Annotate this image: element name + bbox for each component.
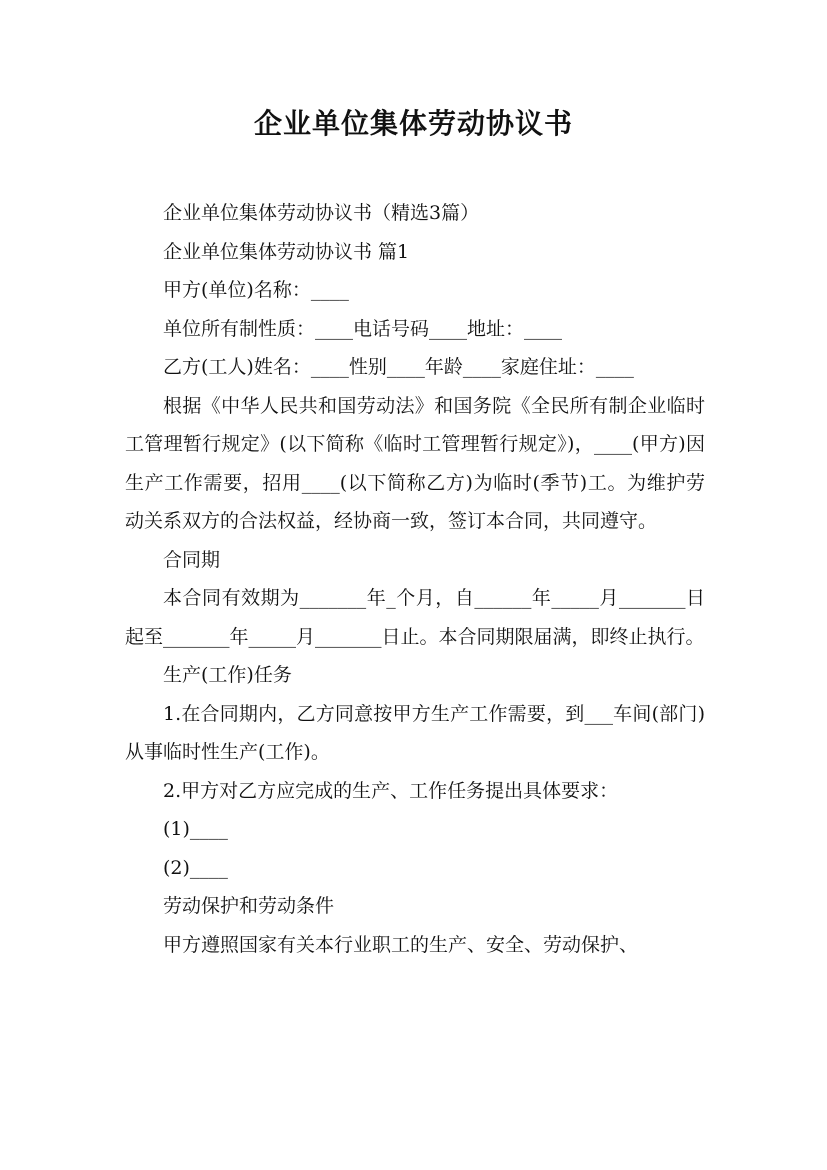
paragraph-protection: 甲方遵照国家有关本行业职工的生产、安全、劳动保护、 (163, 933, 639, 956)
paragraph-party-b-info: 乙方(工人)姓名：____性别____年龄____家庭住址：____ (163, 356, 634, 378)
document-title: 企业单位集体劳动协议书 (253, 107, 573, 140)
document-body (125, 194, 705, 964)
paragraph-task-1: 1.在合同期内，乙方同意按甲方生产工作需要，到___车间(部门)从事临时性生产(工作)。 (125, 702, 705, 763)
paragraph-heading-term: 合同期 (163, 548, 221, 571)
paragraph-section-heading: 企业单位集体劳动协议书 篇1 (163, 240, 410, 263)
paragraph-term: 本合同有效期为_______年_个月，自______年_____月_______日起至_______年_____月_______日止。本合同期限届满，即终止执行。 (125, 587, 705, 648)
paragraph-party-a-info: 单位所有制性质：____电话号码____地址：____ (163, 317, 563, 340)
paragraph-item-2: (2)____ (163, 856, 228, 879)
paragraph-subtitle: 企业单位集体劳动协议书（精选3篇） (163, 202, 480, 224)
paragraph-party-a-name: 甲方(单位)名称：____ (163, 279, 349, 301)
paragraph-heading-protection: 劳动保护和劳动条件 (163, 895, 335, 917)
paragraph-task-2: 2.甲方对乙方应完成的生产、工作任务提出具体要求： (163, 779, 619, 802)
paragraph-preamble: 根据《中华人民共和国劳动法》和国务院《全民所有制企业临时工管理暂行规定》(以下简称《临时工管理暂行规定》)，____(甲方)因生产工作需要，招用____(以下简称乙方)为临时(季节)工。为维护劳动关系双方的合法权益，经协商一致，签订本合同，共同遵守。 (125, 394, 705, 532)
paragraph-heading-tasks: 生产(工作)任务 (163, 664, 292, 686)
paragraph-item-1: (1)____ (163, 818, 228, 840)
